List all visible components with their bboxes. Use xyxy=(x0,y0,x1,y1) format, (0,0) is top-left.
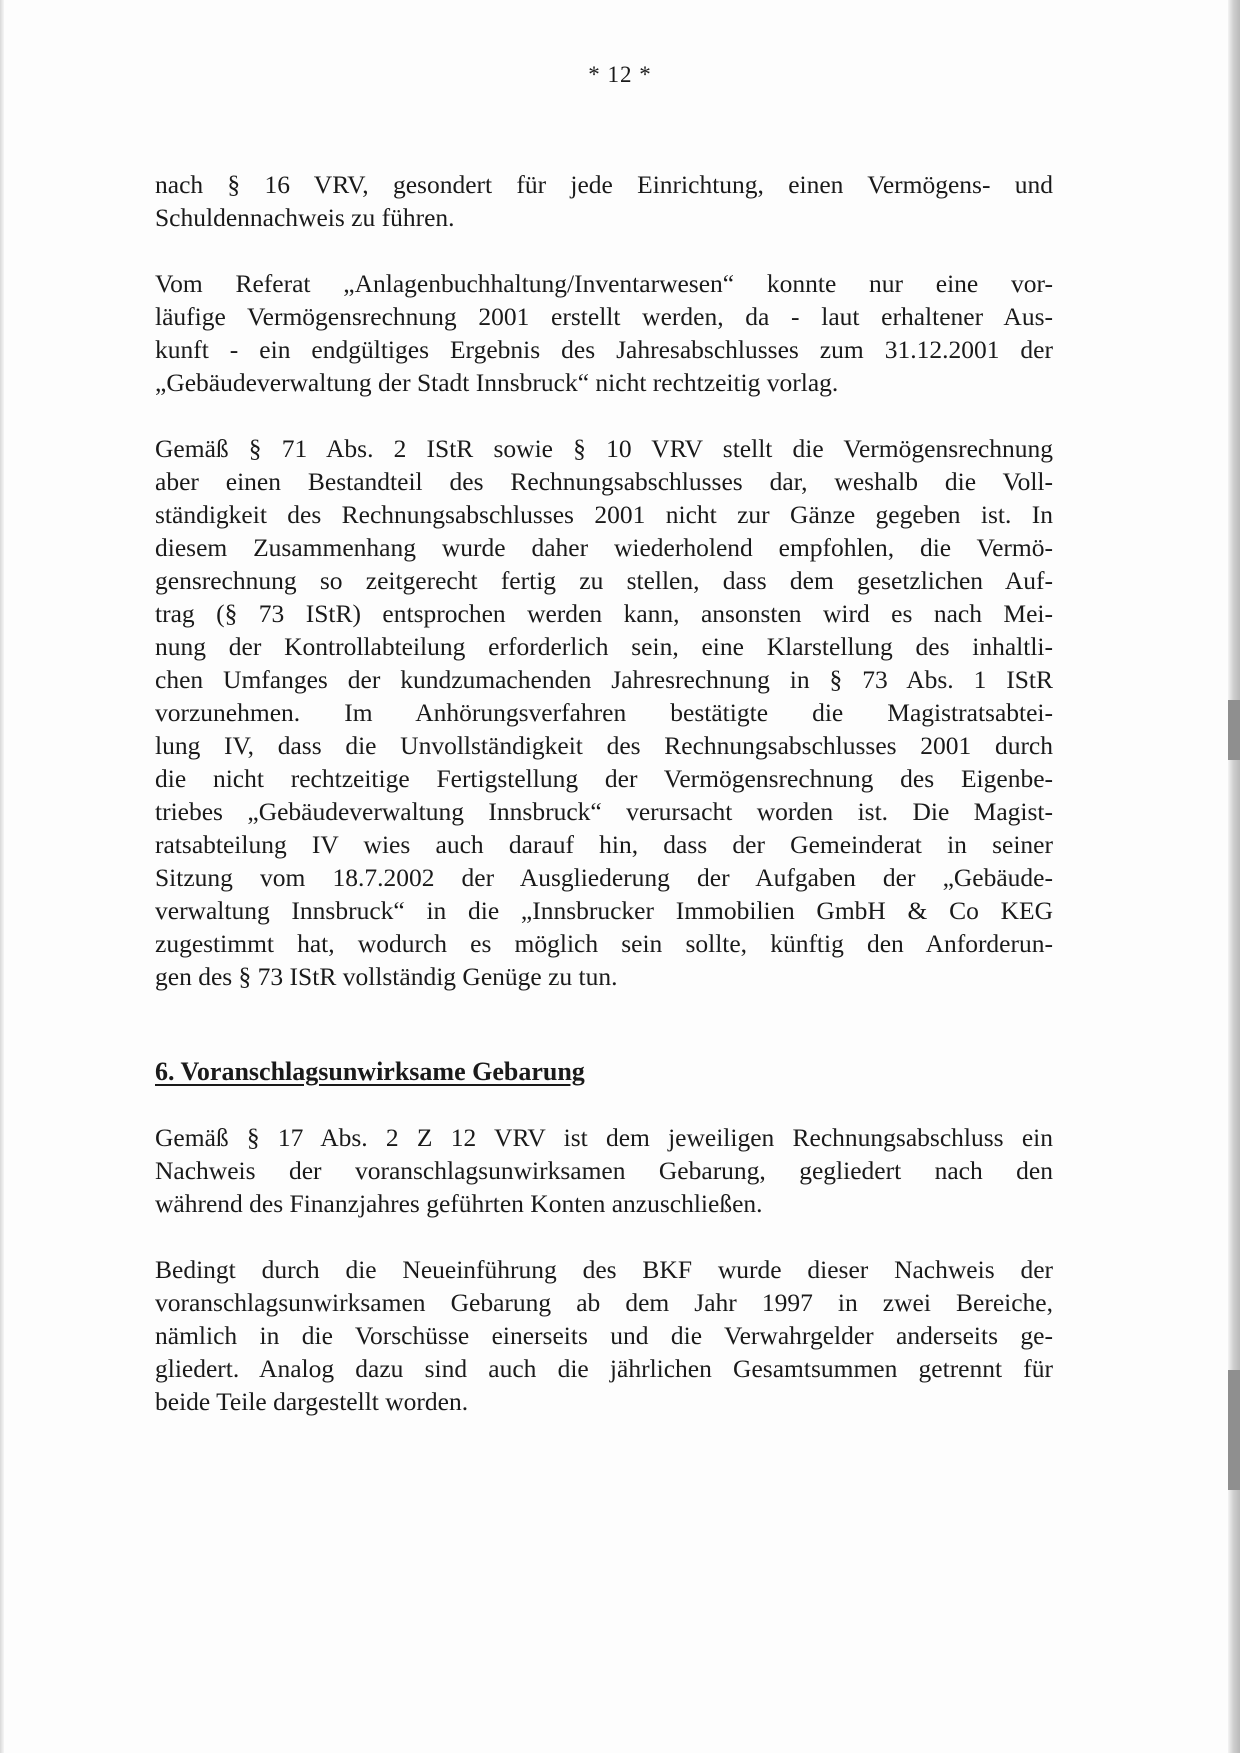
paragraph xyxy=(155,432,1053,993)
text-line: beide Teile dargestellt worden. xyxy=(155,1387,469,1416)
text-line: nung der Kontrollabteilung erforderlich sein, eine Klarstellung des inhaltli- xyxy=(155,632,1053,661)
text-line: triebes „Gebäudeverwaltung Innsbruck“ verursacht worden ist. Die Magist- xyxy=(155,797,1053,826)
text-line: nach § 16 VRV, gesondert für jede Einrichtung, einen Vermögens- und xyxy=(155,170,1053,199)
text-line: kunft - ein endgültiges Ergebnis des Jahresabschlusses zum 31.12.2001 der xyxy=(155,335,1053,364)
page-number: * 12 * xyxy=(588,62,652,87)
text-line: Bedingt durch die Neueinführung des BKF wurde dieser Nachweis der xyxy=(155,1255,1053,1284)
text-line: Nachweis der voranschlagsunwirksamen Gebarung, gegliedert nach den xyxy=(155,1156,1053,1185)
text-line: „Gebäudeverwaltung der Stadt Innsbruck“ nicht rechtzeitig vorlag. xyxy=(155,368,839,397)
text-line: aber einen Bestandteil des Rechnungsabschlusses dar, weshalb die Voll- xyxy=(155,467,1053,496)
text-line: Gemäß § 71 Abs. 2 IStR sowie § 10 VRV stellt die Vermögensrechnung xyxy=(155,434,1053,463)
text-line: voranschlagsunwirksamen Gebarung ab dem Jahr 1997 in zwei Bereiche, xyxy=(155,1288,1053,1317)
text-line: gliedert. Analog dazu sind auch die jährlichen Gesamtsummen getrennt für xyxy=(155,1354,1053,1383)
scan-artifact xyxy=(1228,700,1240,760)
scan-edge-right xyxy=(1228,0,1240,1753)
text-line: die nicht rechtzeitige Fertigstellung der Vermögensrechnung des Eigenbe- xyxy=(155,764,1053,793)
section-heading: 6. Voranschlagsunwirksame Gebarung xyxy=(155,1057,585,1086)
text-line: Schuldennachweis zu führen. xyxy=(155,203,455,232)
text-line: lung IV, dass die Unvollständigkeit des Rechnungsabschlusses 2001 durch xyxy=(155,731,1053,760)
text-line: trag (§ 73 IStR) entsprochen werden kann, ansonsten wird es nach Mei- xyxy=(155,599,1053,628)
text-line: während des Finanzjahres geführten Konten anzuschließen. xyxy=(155,1189,763,1218)
text-line: ratsabteilung IV wies auch darauf hin, dass der Gemeinderat in seiner xyxy=(155,830,1053,859)
text-line: vorzunehmen. Im Anhörungsverfahren bestätigte die Magistratsabtei- xyxy=(155,698,1053,727)
text-line: ständigkeit des Rechnungsabschlusses 2001 nicht zur Gänze gegeben ist. In xyxy=(155,500,1053,529)
text-line: Sitzung vom 18.7.2002 der Ausgliederung der Aufgaben der „Gebäude- xyxy=(155,863,1053,892)
text-line: zugestimmt hat, wodurch es möglich sein sollte, künftig den Anforderun- xyxy=(155,929,1053,958)
text-line: chen Umfanges der kundzumachenden Jahresrechnung in § 73 Abs. 1 IStR xyxy=(155,665,1053,694)
text-line: läufige Vermögensrechnung 2001 erstellt werden, da - laut erhaltener Aus- xyxy=(155,302,1053,331)
text-line: Vom Referat „Anlagenbuchhaltung/Inventarwesen“ konnte nur eine vor- xyxy=(155,269,1053,298)
paragraph xyxy=(155,1253,1053,1418)
paragraph xyxy=(155,1121,1053,1220)
text-line: diesem Zusammenhang wurde daher wiederholend empfohlen, die Vermö- xyxy=(155,533,1053,562)
text-line: verwaltung Innsbruck“ in die „Innsbrucker Immobilien GmbH & Co KEG xyxy=(155,896,1053,925)
scan-artifact xyxy=(1228,1370,1240,1490)
page-body xyxy=(155,168,1053,1418)
paragraph xyxy=(155,168,1053,234)
text-line: nämlich in die Vorschüsse einerseits und die Verwahrgelder anderseits ge- xyxy=(155,1321,1053,1350)
paragraph xyxy=(155,267,1053,399)
text-line: gensrechnung so zeitgerecht fertig zu stellen, dass dem gesetzlichen Auf- xyxy=(155,566,1053,595)
scan-edge-left xyxy=(0,0,4,1753)
text-line: Gemäß § 17 Abs. 2 Z 12 VRV ist dem jeweiligen Rechnungsabschluss ein xyxy=(155,1123,1053,1152)
text-line: gen des § 73 IStR vollständig Genüge zu tun. xyxy=(155,962,618,991)
